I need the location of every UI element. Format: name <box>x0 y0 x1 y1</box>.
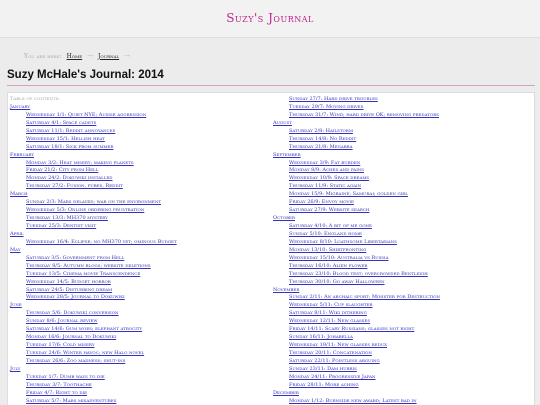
toc-entry-link[interactable]: Thursday 23/10: Blood test; overcrowded Bentleigh <box>289 270 428 277</box>
toc-month-link[interactable]: March <box>10 191 28 198</box>
toc-entry-link[interactable]: Wednesday 5/3: Online ordering frustration <box>26 207 145 214</box>
toc-entry-link[interactable]: Wednesday 12/11: New glasses <box>289 318 371 325</box>
toc-entry-link[interactable]: Sunday 5/10: England home <box>289 230 362 237</box>
breadcrumb-journal-link[interactable]: Journal <box>98 52 120 60</box>
toc-entry-link[interactable]: Wednesday 10/9: Space dreams <box>289 175 370 182</box>
toc-entry-link[interactable]: Thursday 26/6: Zoo madness; shut-ins <box>26 357 126 364</box>
toc-entry-link[interactable]: Saturday 4/10: A bit of me gone <box>289 223 372 229</box>
toc-entry-link[interactable]: Friday 21/2: City from Hell <box>26 167 99 174</box>
toc-entry-link[interactable]: Thursday 16/10: Alien flower <box>289 262 368 269</box>
toc-entry-link[interactable]: Thursday 11/9: Static again <box>289 183 362 190</box>
toc-month-link[interactable]: August <box>273 119 292 126</box>
toc-entry-link[interactable]: Wednesday 28/5: Journal to Dokuwiki <box>26 294 125 301</box>
toc-entry-link[interactable]: Wednesday 15/10: Australia vs Russia <box>289 254 389 261</box>
toc-entry-link[interactable]: Thursday 3/7: Toothache <box>26 381 92 388</box>
site-title[interactable]: Suzy's Journal <box>226 11 314 25</box>
toc-entry-link[interactable]: Saturday 18/1: Sick from summer <box>26 143 114 150</box>
toc-entry-link[interactable]: Saturday 22/11: Pointless arguing <box>289 357 380 364</box>
toc-entry-link[interactable]: Thursday 13/3: MH370 mystery <box>26 215 108 222</box>
toc-month-link[interactable]: January <box>10 103 31 110</box>
toc-entry-link[interactable]: Wednesday 8/10: Loathsome Libertarians <box>289 238 397 245</box>
toc-entry-link[interactable]: Monday 1/12: Burnside new award; Latest bad in <box>289 397 417 404</box>
toc-entry-link[interactable]: Saturday 24/5: Disturbing dream <box>26 286 113 293</box>
toc-entry-link[interactable]: Saturday 11/1: Reddit annoyances <box>26 127 116 134</box>
page-title: Suzy McHale's Journal: 2014 <box>7 69 164 81</box>
toc-entry-link[interactable]: Thursday 31/7: Wind; hard drive OK; removing predators <box>289 111 439 118</box>
toc-entry-link[interactable]: Monday 24/2: Dokuwiki installed <box>26 175 113 182</box>
toc-entry-link[interactable]: Saturday 2/8: Hailstorm <box>289 127 353 134</box>
toc-entry-link[interactable]: Monday 15/9: Migraine; Samurai; golden girl <box>289 191 408 198</box>
toc-entry-link[interactable]: Saturday 27/9: Website search <box>289 207 370 214</box>
toc-entry-link[interactable]: Monday 24/11: Progressive Japan <box>289 373 376 380</box>
toc-entry-link[interactable]: Thursday 30/10: Go away Halloween <box>289 278 385 285</box>
toc-entry-link[interactable]: Monday 16/6: Journal to Dokuwiki <box>26 334 117 341</box>
toc-entry-link[interactable]: Tuesday 25/3: Dentist visit <box>26 223 97 229</box>
toc-entry-link[interactable]: Thursday 8/5: Autumn blogs; website deletions <box>26 262 151 269</box>
toc-entry-link[interactable]: Saturday 8/11: Wiki dithering <box>289 310 367 317</box>
toc-month-link[interactable]: July <box>10 365 21 372</box>
toc-heading: Table of contents: <box>10 96 60 102</box>
toc-entry-link[interactable]: Thursday 20/11: Concatenation <box>289 350 372 356</box>
toc-entry-link[interactable]: Wednesday 1/1: Quiet NYE; Aussie aggression <box>26 111 147 118</box>
toc-entry-link[interactable]: Saturday 14/6: Gum woes; elephant atrocity <box>26 326 143 333</box>
toc-entry-link[interactable]: Friday 4/7: Right to die <box>26 389 88 396</box>
toc-entry-link[interactable]: Monday 13/10: Shirtfronting <box>289 246 367 253</box>
toc-month-link[interactable]: April <box>10 230 24 237</box>
toc-entry-link[interactable]: Friday 28/11: More aching <box>289 381 359 388</box>
toc-entry-link[interactable]: Wednesday 14/5: Budget horror <box>26 278 111 285</box>
toc-entry-link[interactable]: Thursday 14/8: No Reddit <box>289 135 357 142</box>
toc-entry-link[interactable]: Sunday 2/11: An archaic sport; Minister for Destruction <box>289 294 440 301</box>
toc-entry-link[interactable]: Wednesday 16/4: Eclipse; no MH370 yet; ominous Budget <box>26 238 177 245</box>
toc-entry-link[interactable]: Monday 3/2: Heat misery; making planets <box>26 159 134 166</box>
toc-entry-link[interactable]: Thursday 5/6: Dokuwiki conversion <box>26 310 119 317</box>
toc-entry-link[interactable]: Wednesday 3/9: Fat burden <box>289 159 361 166</box>
toc-month-link[interactable]: February <box>10 151 35 158</box>
toc-entry-link[interactable]: Wednesday 19/11: New glasses redux <box>289 342 388 349</box>
toc-entry-link[interactable]: Tuesday 29/7: Moving drives <box>289 103 364 110</box>
toc-entry-link[interactable]: Monday 8/9: Aches and pains <box>289 167 365 174</box>
breadcrumb-prefix: You are here: <box>24 52 62 60</box>
toc-column-right <box>273 96 533 405</box>
toc-month-link[interactable]: November <box>273 286 300 293</box>
breadcrumb-arrow-icon: → <box>87 52 94 60</box>
toc-entry-link[interactable]: Sunday 27/7: Hard drive troubles <box>289 96 378 102</box>
breadcrumb-home-link[interactable]: Home <box>66 52 83 60</box>
toc-entry-link[interactable]: Sunday 2/3: Mars delayed; war on the environment <box>26 199 161 206</box>
toc-entry-link[interactable]: Saturday 4/1: Space cadets <box>26 119 97 126</box>
table-of-contents <box>7 92 535 405</box>
toc-entry-link[interactable]: Friday 14/11: Scary Russians; glasses not right <box>289 326 415 333</box>
toc-entry-link[interactable]: Tuesday 24/6: Winter havoc; new Halo novel <box>26 350 145 356</box>
toc-column-left <box>10 96 282 405</box>
toc-entry-link[interactable]: Tuesday 17/6: Cold misery <box>26 342 95 349</box>
toc-entry-link[interactable]: Tuesday 1/7: Dumb ways to die <box>26 373 105 380</box>
toc-entry-link[interactable]: Wednesday 5/11: Cup slaughter <box>289 302 373 309</box>
toc-month-link[interactable]: December <box>273 389 299 396</box>
breadcrumb <box>24 52 130 60</box>
toc-month-link[interactable]: October <box>273 215 295 222</box>
site-header <box>0 0 540 38</box>
toc-month-link[interactable]: May <box>10 246 21 253</box>
toc-entry-link[interactable]: Sunday 16/11: Johabella <box>289 334 353 341</box>
breadcrumb-arrow-icon: → <box>124 52 131 60</box>
toc-entry-link[interactable]: Sunday 23/11: Dam hubris <box>289 365 357 372</box>
toc-entry-link[interactable]: Thursday 21/8: Megabra <box>289 143 353 150</box>
toc-month-link[interactable]: June <box>10 302 22 309</box>
title-divider <box>7 85 535 86</box>
toc-entry-link[interactable]: Tuesday 13/5: Cinema movie Transcendence <box>26 270 141 277</box>
toc-entry-link[interactable]: Saturday 5/7: Mars misadventures <box>26 397 117 404</box>
toc-month-link[interactable]: September <box>273 151 301 158</box>
toc-entry-link[interactable]: Sunday 8/6: Journal review <box>26 318 98 325</box>
toc-entry-link[interactable]: Saturday 3/5: Government from Hell <box>26 254 125 261</box>
toc-entry-link[interactable]: Friday 26/9: Envoy movie <box>289 199 354 206</box>
toc-entry-link[interactable]: Wednesday 15/1: Hellish heat <box>26 135 105 142</box>
toc-entry-link[interactable]: Thursday 27/2: Fusion, pubes, Reddit <box>26 183 123 190</box>
